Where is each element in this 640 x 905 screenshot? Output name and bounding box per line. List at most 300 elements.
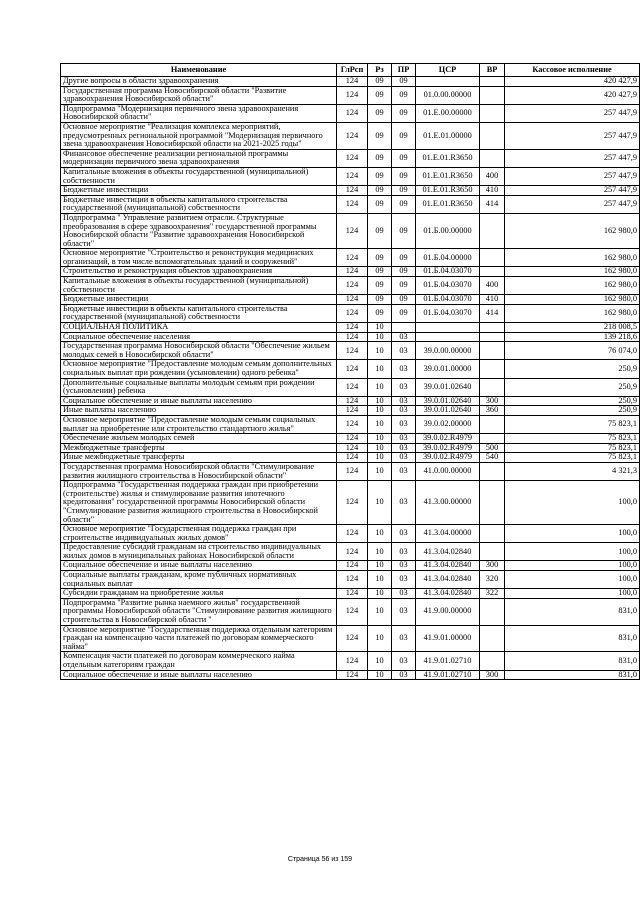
row-rz-cell: 09 [368, 167, 392, 185]
row-amount-cell: 257 447,9 [505, 186, 640, 196]
row-glrsp-cell: 124 [337, 525, 368, 543]
row-glrsp-cell: 124 [337, 277, 368, 295]
table-row [61, 598, 640, 625]
row-pr-cell: 03 [392, 525, 416, 543]
row-amount-cell: 257 447,9 [505, 167, 640, 185]
row-amount-cell: 250,9 [505, 406, 640, 416]
row-csr-cell: 39.0.02.R4979 [416, 434, 480, 444]
row-rz-cell: 10 [368, 589, 392, 599]
table-row [61, 415, 640, 433]
row-glrsp-cell: 124 [337, 561, 368, 571]
table-row [61, 342, 640, 360]
table-row [61, 670, 640, 680]
row-vr-cell [480, 122, 505, 149]
row-name-cell: Финансовое обеспечение реализации региональной программы модернизации первичного звена здравоохранения [61, 149, 337, 167]
row-csr-cell: 41.3.04.02840 [416, 543, 480, 561]
row-rz-cell: 09 [368, 86, 392, 104]
row-rz-cell: 10 [368, 342, 392, 360]
row-glrsp-cell: 124 [337, 481, 368, 525]
row-rz-cell: 10 [368, 481, 392, 525]
row-glrsp-cell: 124 [337, 625, 368, 652]
row-amount-cell: 100,0 [505, 525, 640, 543]
row-name-cell: Подпрограмма " Управление развитием отрасли. Структурные преобразования в сфере здравоохранения" государственной программы Новосибирской области "Развитие здравоохранения Новосибирской области" [61, 213, 337, 248]
row-glrsp-cell: 124 [337, 86, 368, 104]
row-name-cell: Подпрограмма "Государственная поддержка граждан при приобретении (строительстве) жилья и стимулирование развития ипотечного кредитования" государственной программы Новосибирской области "Стимулирование развития жилищного строительства в Новосибирской области" [61, 481, 337, 525]
row-glrsp-cell: 124 [337, 122, 368, 149]
col-header-name: Наименование [61, 64, 337, 77]
row-glrsp-cell: 124 [337, 415, 368, 433]
row-vr-cell: 410 [480, 295, 505, 305]
row-vr-cell [480, 267, 505, 277]
row-csr-cell: 39.0.01.00000 [416, 360, 480, 378]
row-rz-cell: 10 [368, 561, 392, 571]
row-pr-cell: 03 [392, 598, 416, 625]
row-vr-cell: 300 [480, 396, 505, 406]
row-vr-cell [480, 249, 505, 267]
row-amount-cell: 162 980,0 [505, 267, 640, 277]
row-amount-cell: 162 980,0 [505, 213, 640, 248]
row-name-cell: Дополнительные социальные выплаты молодым семьям при рождении (усыновлении) ребенка [61, 378, 337, 396]
row-glrsp-cell: 124 [337, 652, 368, 670]
row-pr-cell: 09 [392, 213, 416, 248]
row-glrsp-cell: 124 [337, 406, 368, 416]
row-vr-cell [480, 342, 505, 360]
row-name-cell: СОЦИАЛЬНАЯ ПОЛИТИКА [61, 323, 337, 333]
table-header-row [61, 64, 640, 77]
row-glrsp-cell: 124 [337, 149, 368, 167]
table-row [61, 453, 640, 463]
row-amount-cell: 100,0 [505, 589, 640, 599]
row-vr-cell [480, 323, 505, 333]
row-amount-cell: 831,0 [505, 652, 640, 670]
row-pr-cell: 03 [392, 652, 416, 670]
row-rz-cell: 10 [368, 360, 392, 378]
row-name-cell: Бюджетные инвестиции [61, 186, 337, 196]
table-row [61, 304, 640, 322]
table-row [61, 443, 640, 453]
row-vr-cell: 414 [480, 195, 505, 213]
row-amount-cell: 831,0 [505, 625, 640, 652]
row-vr-cell: 410 [480, 186, 505, 196]
row-glrsp-cell: 124 [337, 323, 368, 333]
table-row [61, 434, 640, 444]
row-vr-cell [480, 213, 505, 248]
row-vr-cell [480, 543, 505, 561]
table-row [61, 378, 640, 396]
row-name-cell: Капитальные вложения в объекты государственной (муниципальной) собственности [61, 167, 337, 185]
row-pr-cell: 03 [392, 342, 416, 360]
table-row [61, 77, 640, 87]
row-name-cell: Обеспечение жильем молодых семей [61, 434, 337, 444]
row-vr-cell [480, 378, 505, 396]
row-name-cell: Социальное обеспечение и иные выплаты населению [61, 561, 337, 571]
row-csr-cell: 01.Б.04.03070 [416, 277, 480, 295]
row-amount-cell: 257 447,9 [505, 195, 640, 213]
row-name-cell: Иные выплаты населению [61, 406, 337, 416]
row-amount-cell: 75 823,1 [505, 415, 640, 433]
row-glrsp-cell: 124 [337, 462, 368, 480]
row-csr-cell: 01.Б.04.03070 [416, 304, 480, 322]
table-row [61, 360, 640, 378]
row-pr-cell: 09 [392, 122, 416, 149]
row-pr-cell: 03 [392, 453, 416, 463]
row-amount-cell: 100,0 [505, 561, 640, 571]
row-rz-cell: 09 [368, 149, 392, 167]
row-rz-cell: 10 [368, 378, 392, 396]
row-csr-cell: 41.3.04.02840 [416, 561, 480, 571]
row-vr-cell: 500 [480, 443, 505, 453]
row-amount-cell: 100,0 [505, 543, 640, 561]
row-name-cell: Основное мероприятие "Государственная поддержка отдельным категориям граждан на компенсацию части платежей по договорам коммерческого найма" [61, 625, 337, 652]
row-name-cell: Государственная программа Новосибирской области "Стимулирование развития жилищного строительства в Новосибирской области" [61, 462, 337, 480]
row-csr-cell: 01.E.01.R3650 [416, 186, 480, 196]
row-csr-cell: 41.9.01.02710 [416, 670, 480, 680]
row-rz-cell: 09 [368, 186, 392, 196]
row-rz-cell: 09 [368, 195, 392, 213]
row-name-cell: Подпрограмма "Модернизация первичного звена здравоохранения Новосибирской области" [61, 104, 337, 122]
row-rz-cell: 10 [368, 443, 392, 453]
table-row [61, 571, 640, 589]
row-vr-cell: 322 [480, 589, 505, 599]
row-pr-cell: 03 [392, 360, 416, 378]
row-rz-cell: 10 [368, 415, 392, 433]
row-csr-cell: 01.0.00.00000 [416, 86, 480, 104]
row-name-cell: Социальные выплаты гражданам, кроме публичных нормативных социальных выплат [61, 571, 337, 589]
row-rz-cell: 09 [368, 77, 392, 87]
row-vr-cell [480, 104, 505, 122]
row-pr-cell: 09 [392, 277, 416, 295]
row-amount-cell: 76 074,0 [505, 342, 640, 360]
row-amount-cell: 75 823,1 [505, 443, 640, 453]
col-header-pr: ПР [392, 64, 416, 77]
row-vr-cell [480, 149, 505, 167]
row-amount-cell: 100,0 [505, 481, 640, 525]
row-csr-cell: 01.E.00.00000 [416, 104, 480, 122]
row-glrsp-cell: 124 [337, 378, 368, 396]
row-csr-cell [416, 323, 480, 333]
row-glrsp-cell: 124 [337, 295, 368, 305]
row-pr-cell: 09 [392, 267, 416, 277]
row-csr-cell: 39.0.01.02640 [416, 396, 480, 406]
row-rz-cell: 10 [368, 453, 392, 463]
row-glrsp-cell: 124 [337, 360, 368, 378]
row-amount-cell: 100,0 [505, 571, 640, 589]
table-row [61, 561, 640, 571]
budget-execution-table [60, 63, 640, 680]
table-row [61, 186, 640, 196]
row-glrsp-cell: 124 [337, 443, 368, 453]
table-row [61, 122, 640, 149]
row-pr-cell: 09 [392, 167, 416, 185]
row-csr-cell: 39.0.02.R4979 [416, 443, 480, 453]
table-row [61, 104, 640, 122]
table-row [61, 213, 640, 248]
table-row [61, 267, 640, 277]
row-csr-cell [416, 332, 480, 342]
row-vr-cell: 540 [480, 453, 505, 463]
table-row [61, 652, 640, 670]
row-vr-cell: 320 [480, 571, 505, 589]
table-body [61, 77, 640, 680]
row-rz-cell: 10 [368, 332, 392, 342]
row-rz-cell: 10 [368, 598, 392, 625]
row-rz-cell: 10 [368, 323, 392, 333]
row-name-cell: Бюджетные инвестиции в объекты капитального строительства государственной (муниципальной) собственности [61, 195, 337, 213]
row-csr-cell: 01.Б.04.03070 [416, 295, 480, 305]
table-row [61, 462, 640, 480]
row-csr-cell: 41.9.01.00000 [416, 625, 480, 652]
row-amount-cell: 218 008,5 [505, 323, 640, 333]
row-rz-cell: 10 [368, 434, 392, 444]
row-rz-cell: 09 [368, 213, 392, 248]
row-vr-cell [480, 598, 505, 625]
row-name-cell: Основное мероприятие "Реализация комплекса мероприятий, предусмотренных региональной программой "Модернизация первичного звена здравоохранения Новосибирской области на 2021-2025 годы" [61, 122, 337, 149]
row-glrsp-cell: 124 [337, 195, 368, 213]
row-csr-cell: 01.E.01.R3650 [416, 149, 480, 167]
row-rz-cell: 10 [368, 525, 392, 543]
row-name-cell: Подпрограмма "Развитие рынка наемного жилья" государственной программы Новосибирской области "Стимулирование развития жилищного строительства в Новосибирской области " [61, 598, 337, 625]
row-amount-cell: 4 321,3 [505, 462, 640, 480]
row-csr-cell: 39.0.01.02640 [416, 378, 480, 396]
row-amount-cell: 420 427,9 [505, 86, 640, 104]
row-rz-cell: 09 [368, 249, 392, 267]
row-amount-cell: 162 980,0 [505, 249, 640, 267]
row-pr-cell: 03 [392, 462, 416, 480]
row-csr-cell: 39.0.01.02640 [416, 406, 480, 416]
row-glrsp-cell: 124 [337, 571, 368, 589]
col-header-csr: ЦСР [416, 64, 480, 77]
col-header-glrsp: ГлРсп [337, 64, 368, 77]
table-row [61, 86, 640, 104]
row-rz-cell: 09 [368, 122, 392, 149]
row-vr-cell [480, 332, 505, 342]
row-pr-cell: 03 [392, 543, 416, 561]
row-pr-cell [392, 323, 416, 333]
table-row [61, 481, 640, 525]
row-rz-cell: 09 [368, 295, 392, 305]
row-pr-cell: 09 [392, 77, 416, 87]
row-pr-cell: 03 [392, 415, 416, 433]
row-pr-cell: 03 [392, 396, 416, 406]
row-glrsp-cell: 124 [337, 589, 368, 599]
row-amount-cell: 257 447,9 [505, 149, 640, 167]
row-amount-cell: 831,0 [505, 598, 640, 625]
row-name-cell: Субсидии гражданам на приобретение жилья [61, 589, 337, 599]
report-sheet [60, 63, 639, 680]
row-name-cell: Социальное обеспечение населения [61, 332, 337, 342]
row-rz-cell: 10 [368, 652, 392, 670]
table-row [61, 396, 640, 406]
row-vr-cell: 300 [480, 561, 505, 571]
row-name-cell: Социальное обеспечение и иные выплаты населению [61, 396, 337, 406]
row-rz-cell: 10 [368, 571, 392, 589]
row-pr-cell: 09 [392, 86, 416, 104]
row-pr-cell: 03 [392, 481, 416, 525]
row-amount-cell: 75 823,1 [505, 453, 640, 463]
row-pr-cell: 09 [392, 149, 416, 167]
row-vr-cell [480, 434, 505, 444]
table-row [61, 149, 640, 167]
table-row [61, 543, 640, 561]
row-amount-cell: 162 980,0 [505, 304, 640, 322]
col-header-rz: Рз [368, 64, 392, 77]
row-name-cell: Капитальные вложения в объекты государственной (муниципальной) собственности [61, 277, 337, 295]
row-name-cell: Государственная программа Новосибирской области "Обеспечение жильем молодых семей в Новосибирской области" [61, 342, 337, 360]
table-row [61, 295, 640, 305]
row-glrsp-cell: 124 [337, 213, 368, 248]
row-name-cell: Компенсация части платежей по договорам коммерческого найма отдельным категориям граждан [61, 652, 337, 670]
row-csr-cell: 01.E.01.R3650 [416, 167, 480, 185]
row-glrsp-cell: 124 [337, 167, 368, 185]
row-amount-cell: 162 980,0 [505, 295, 640, 305]
row-csr-cell: 41.3.00.00000 [416, 481, 480, 525]
row-amount-cell: 250,9 [505, 378, 640, 396]
row-pr-cell: 09 [392, 249, 416, 267]
row-pr-cell: 09 [392, 104, 416, 122]
row-vr-cell [480, 525, 505, 543]
row-rz-cell: 10 [368, 406, 392, 416]
table-row [61, 277, 640, 295]
row-vr-cell [480, 77, 505, 87]
row-rz-cell: 10 [368, 543, 392, 561]
row-amount-cell: 250,9 [505, 396, 640, 406]
row-glrsp-cell: 124 [337, 104, 368, 122]
row-rz-cell: 10 [368, 670, 392, 680]
row-rz-cell: 10 [368, 396, 392, 406]
row-csr-cell: 41.3.04.02840 [416, 571, 480, 589]
row-name-cell: Бюджетные инвестиции [61, 295, 337, 305]
row-pr-cell: 09 [392, 195, 416, 213]
row-csr-cell: 41.9.00.00000 [416, 598, 480, 625]
row-name-cell: Строительство и реконструкция объектов здравоохранения [61, 267, 337, 277]
row-pr-cell: 03 [392, 561, 416, 571]
row-vr-cell: 400 [480, 167, 505, 185]
table-row [61, 332, 640, 342]
table-row [61, 589, 640, 599]
row-name-cell: Бюджетные инвестиции в объекты капитального строительства государственной (муниципальной) собственности [61, 304, 337, 322]
row-pr-cell: 03 [392, 571, 416, 589]
table-row [61, 323, 640, 333]
row-csr-cell: 41.0.00.00000 [416, 462, 480, 480]
row-glrsp-cell: 124 [337, 304, 368, 322]
row-csr-cell: 39.0.00.00000 [416, 342, 480, 360]
row-vr-cell [480, 360, 505, 378]
row-pr-cell: 03 [392, 434, 416, 444]
row-pr-cell: 03 [392, 625, 416, 652]
row-csr-cell: 39.0.02.00000 [416, 415, 480, 433]
row-rz-cell: 09 [368, 267, 392, 277]
row-amount-cell: 75 823,1 [505, 434, 640, 444]
col-header-cash-execution: Кассовое исполнение [505, 64, 640, 77]
row-vr-cell: 400 [480, 277, 505, 295]
row-glrsp-cell: 124 [337, 670, 368, 680]
row-name-cell: Основное мероприятие "Предоставление молодым семьям социальных выплат на приобретение или строительство стандартного жилья" [61, 415, 337, 433]
row-csr-cell: 41.3.04.00000 [416, 525, 480, 543]
table-row [61, 406, 640, 416]
row-name-cell: Государственная программа Новосибирской области "Развитие здравоохранения Новосибирской области" [61, 86, 337, 104]
row-amount-cell: 250,9 [505, 360, 640, 378]
row-name-cell: Основное мероприятие "Строительство и реконструкция медицинских организаций, в том числе вспомогательных зданий и сооружений" [61, 249, 337, 267]
row-amount-cell: 420 427,9 [505, 77, 640, 87]
row-vr-cell [480, 652, 505, 670]
row-pr-cell: 03 [392, 443, 416, 453]
row-amount-cell: 831,0 [505, 670, 640, 680]
row-csr-cell: 01.Б.04.03070 [416, 267, 480, 277]
row-rz-cell: 10 [368, 625, 392, 652]
row-rz-cell: 09 [368, 104, 392, 122]
row-name-cell: Другие вопросы в области здравоохранения [61, 77, 337, 87]
row-pr-cell: 03 [392, 406, 416, 416]
row-rz-cell: 09 [368, 304, 392, 322]
table-row [61, 625, 640, 652]
row-csr-cell [416, 77, 480, 87]
row-name-cell: Предоставление субсидий гражданам на строительство индивидуальных жилых домов в муниципальных районах Новосибирской области [61, 543, 337, 561]
row-name-cell: Иные межбюджетные трансферты [61, 453, 337, 463]
row-amount-cell: 162 980,0 [505, 277, 640, 295]
row-glrsp-cell: 124 [337, 598, 368, 625]
page-number: Страница 56 из 159 [287, 856, 353, 863]
row-csr-cell: 01.E.01.00000 [416, 122, 480, 149]
row-vr-cell [480, 415, 505, 433]
row-rz-cell: 10 [368, 462, 392, 480]
row-pr-cell: 03 [392, 332, 416, 342]
row-pr-cell: 09 [392, 304, 416, 322]
row-glrsp-cell: 124 [337, 267, 368, 277]
row-amount-cell: 257 447,9 [505, 104, 640, 122]
row-glrsp-cell: 124 [337, 453, 368, 463]
row-glrsp-cell: 124 [337, 249, 368, 267]
row-glrsp-cell: 124 [337, 77, 368, 87]
row-csr-cell: 01.E.01.R3650 [416, 195, 480, 213]
row-rz-cell: 09 [368, 277, 392, 295]
row-vr-cell: 414 [480, 304, 505, 322]
row-name-cell: Социальное обеспечение и иные выплаты населению [61, 670, 337, 680]
row-vr-cell: 360 [480, 406, 505, 416]
row-csr-cell: 41.3.04.02840 [416, 589, 480, 599]
row-csr-cell: 41.9.01.02710 [416, 652, 480, 670]
row-name-cell: Основное мероприятие "Государственная поддержка граждан при строительстве индивидуальных жилых домов" [61, 525, 337, 543]
table-row [61, 525, 640, 543]
row-pr-cell: 09 [392, 186, 416, 196]
row-csr-cell: 01.Б.04.00000 [416, 249, 480, 267]
row-glrsp-cell: 124 [337, 543, 368, 561]
row-pr-cell: 03 [392, 589, 416, 599]
row-pr-cell: 09 [392, 295, 416, 305]
row-glrsp-cell: 124 [337, 396, 368, 406]
row-amount-cell: 139 218,6 [505, 332, 640, 342]
row-vr-cell [480, 481, 505, 525]
row-glrsp-cell: 124 [337, 434, 368, 444]
row-pr-cell: 03 [392, 670, 416, 680]
row-vr-cell [480, 86, 505, 104]
row-name-cell: Основное мероприятие "Предоставление молодым семьям дополнительных социальных выплат при рождении (усыновлении) одного ребенка" [61, 360, 337, 378]
table-row [61, 167, 640, 185]
row-csr-cell: 01.Б.00.00000 [416, 213, 480, 248]
row-csr-cell: 39.0.02.R4979 [416, 453, 480, 463]
row-name-cell: Межбюджетные трансферты [61, 443, 337, 453]
row-pr-cell: 03 [392, 378, 416, 396]
table-row [61, 195, 640, 213]
row-vr-cell [480, 625, 505, 652]
col-header-vr: ВР [480, 64, 505, 77]
table-row [61, 249, 640, 267]
row-vr-cell [480, 462, 505, 480]
row-amount-cell: 257 447,9 [505, 122, 640, 149]
row-glrsp-cell: 124 [337, 186, 368, 196]
row-glrsp-cell: 124 [337, 342, 368, 360]
row-glrsp-cell: 124 [337, 332, 368, 342]
row-vr-cell: 300 [480, 670, 505, 680]
